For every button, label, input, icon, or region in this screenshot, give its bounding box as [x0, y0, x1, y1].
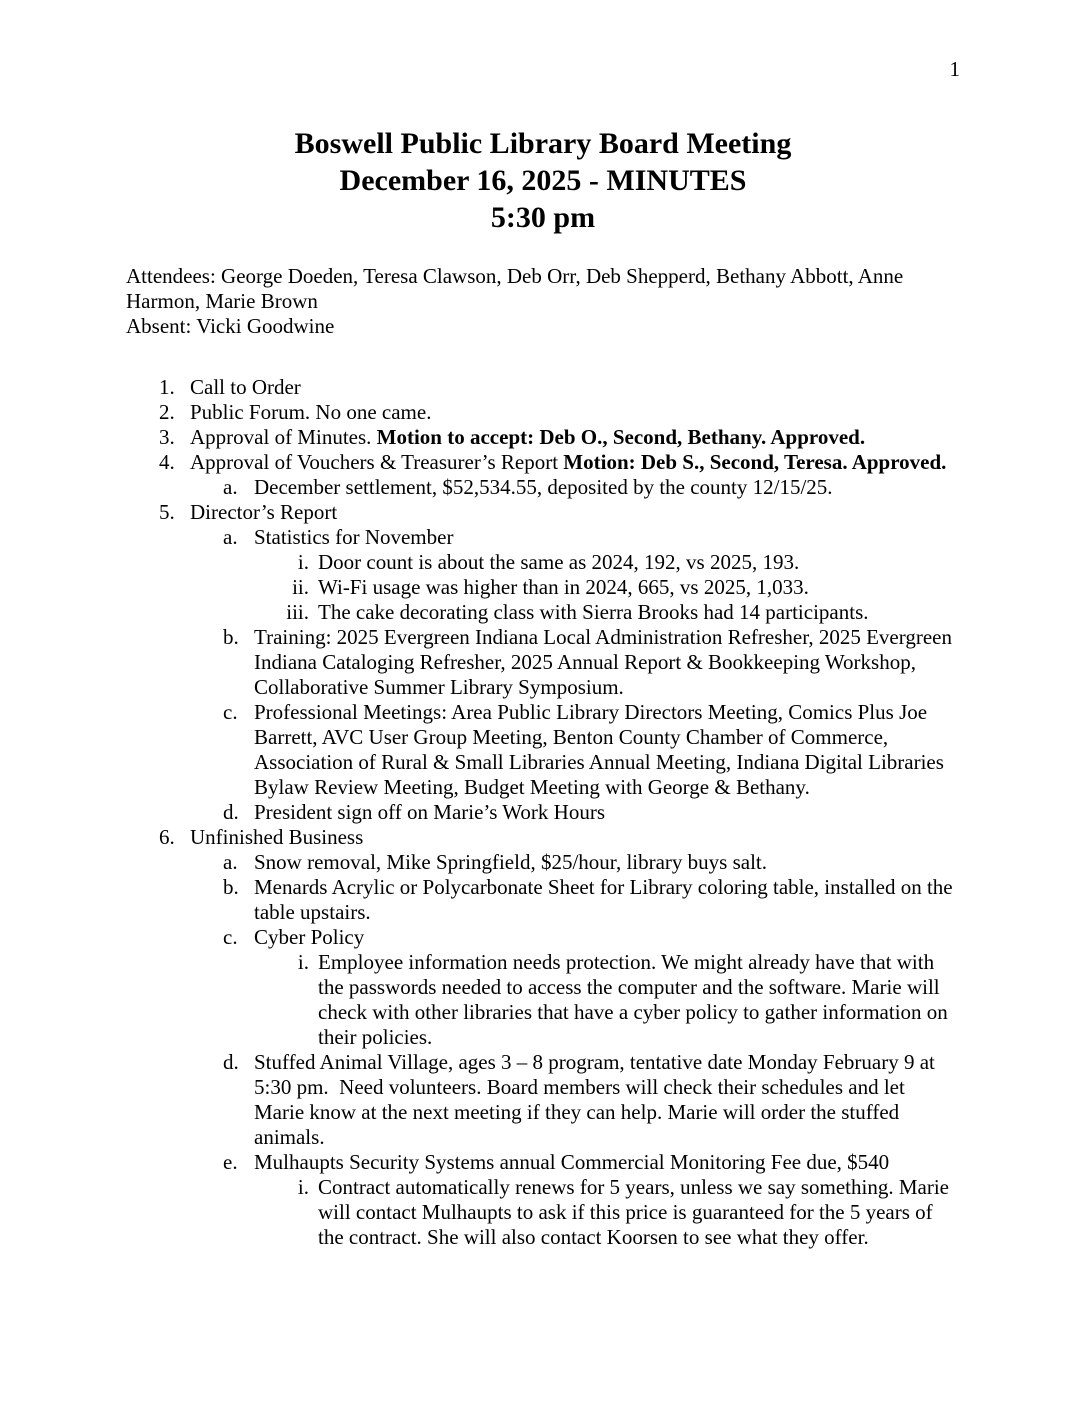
list-item-marker: 1.: [159, 375, 175, 399]
list-item-text: Training: 2025 Evergreen Indiana Local Administration Refresher, 2025 Evergreen Indiana Cataloging Refresher, 2025 Annual Report & Bookkeeping Workshop, Collaborative Summer Library Symposium.: [254, 625, 958, 699]
title-line-1: Boswell Public Library Board Meeting: [294, 127, 792, 160]
list-item-text: The cake decorating class with Sierra Brooks had 14 participants.: [318, 600, 869, 624]
page-number: 1: [949, 57, 960, 81]
list-item-text: Stuffed Animal Village, ages 3 – 8 program, tentative date Monday February 9 at 5:30 pm. Need volunteers. Board members will check their schedules and let Marie know at the next meeting if they can help. Marie will order the stuffed animals.: [254, 1050, 941, 1149]
list-item: [126, 500, 960, 525]
list-item-text: Unfinished Business: [190, 825, 364, 849]
list-item-text: Call to Order: [190, 375, 301, 399]
list-item: [126, 1175, 960, 1250]
list-item-marker: 3.: [159, 425, 175, 449]
list-item: [126, 925, 960, 950]
list-item-marker: 5.: [159, 500, 175, 524]
list-item: [126, 825, 960, 850]
absent-line: Absent: Vicki Goodwine: [126, 314, 335, 338]
list-item: [126, 850, 960, 875]
minutes-list: [126, 375, 960, 1250]
attendance-block: [126, 264, 960, 339]
list-item: [126, 625, 960, 700]
list-item-text: President sign off on Marie’s Work Hours: [254, 800, 606, 824]
list-item-text: Cyber Policy: [254, 925, 365, 949]
list-item: [126, 375, 960, 400]
list-item-marker: d.: [223, 800, 239, 824]
list-item-text: Mulhaupts Security Systems annual Commercial Monitoring Fee due, $540: [254, 1150, 890, 1174]
list-item-text: Door count is about the same as 2024, 192, vs 2025, 193.: [318, 550, 800, 574]
list-item: [126, 475, 960, 500]
list-item-text: December settlement, $52,534.55, deposited by the county 12/15/25.: [254, 475, 833, 499]
list-item-marker: i.: [297, 950, 309, 974]
list-item-marker: ii.: [292, 575, 309, 599]
list-item: [126, 875, 960, 925]
title-line-3: 5:30 pm: [490, 201, 596, 234]
list-item-text: Professional Meetings: Area Public Library Directors Meeting, Comics Plus Joe Barrett, AVC User Group Meeting, Benton County Chamber of Commerce, Association of Rural & Small Libraries Annual Meeting, Indiana Digital Libraries Bylaw Review Meeting, Budget Meeting with George & Bethany.: [254, 700, 950, 799]
list-item: [126, 450, 960, 475]
list-item: [126, 1150, 960, 1175]
list-item: [126, 400, 960, 425]
document-title: [126, 125, 960, 236]
list-item-marker: b.: [223, 875, 239, 899]
list-item-text: Contract automatically renews for 5 years, unless we say something. Marie will contact Mulhaupts to ask if this price is guaranteed for the 5 years of the contract. She will also contact Koorsen to see what they offer.: [318, 1175, 955, 1249]
list-item-text: Snow removal, Mike Springfield, $25/hour, library buys salt.: [254, 850, 768, 874]
list-item-marker: e.: [223, 1150, 238, 1174]
list-item: [126, 800, 960, 825]
list-item-marker: 6.: [159, 825, 175, 849]
list-item-text: Director’s Report: [190, 500, 338, 524]
list-item-text: Approval of Minutes. Motion to accept: Deb O., Second, Bethany. Approved.: [190, 425, 866, 449]
list-item-marker: iii.: [286, 600, 309, 624]
list-item: [126, 1050, 960, 1150]
list-item: [126, 550, 960, 575]
list-item: [126, 425, 960, 450]
list-item-text: Public Forum. No one came.: [190, 400, 432, 424]
list-item: [126, 950, 960, 1050]
list-item-text: Menards Acrylic or Polycarbonate Sheet for Library coloring table, installed on the table upstairs.: [254, 875, 958, 924]
list-item-marker: a.: [223, 525, 238, 549]
list-item-marker: i.: [297, 1175, 309, 1199]
list-item-text: Wi-Fi usage was higher than in 2024, 665, vs 2025, 1,033.: [318, 575, 809, 599]
list-item-marker: i.: [297, 550, 309, 574]
list-item-marker: d.: [223, 1050, 239, 1074]
list-item-marker: 2.: [159, 400, 175, 424]
list-item: [126, 575, 960, 600]
list-item-marker: b.: [223, 625, 239, 649]
list-item-text: Statistics for November: [254, 525, 454, 549]
attendees-line: Attendees: George Doeden, Teresa Clawson, Deb Orr, Deb Shepperd, Bethany Abbott, Anne Harmon, Marie Brown: [126, 264, 909, 313]
list-item-marker: 4.: [159, 450, 175, 474]
list-item-marker: c.: [223, 700, 238, 724]
list-item: [126, 600, 960, 625]
list-item: [126, 525, 960, 550]
list-item-text: Approval of Vouchers & Treasurer’s Report Motion: Deb S., Second, Teresa. Approved.: [190, 450, 947, 474]
list-item-marker: c.: [223, 925, 238, 949]
list-item-text: Employee information needs protection. We might already have that with the passwords needed to access the computer and the software. Marie will check with other libraries that have a cyber policy to gather information on their policies.: [318, 950, 954, 1049]
list-item-marker: a.: [223, 475, 238, 499]
list-item-marker: a.: [223, 850, 238, 874]
title-line-2: December 16, 2025 - MINUTES: [339, 164, 747, 197]
list-item: [126, 700, 960, 800]
